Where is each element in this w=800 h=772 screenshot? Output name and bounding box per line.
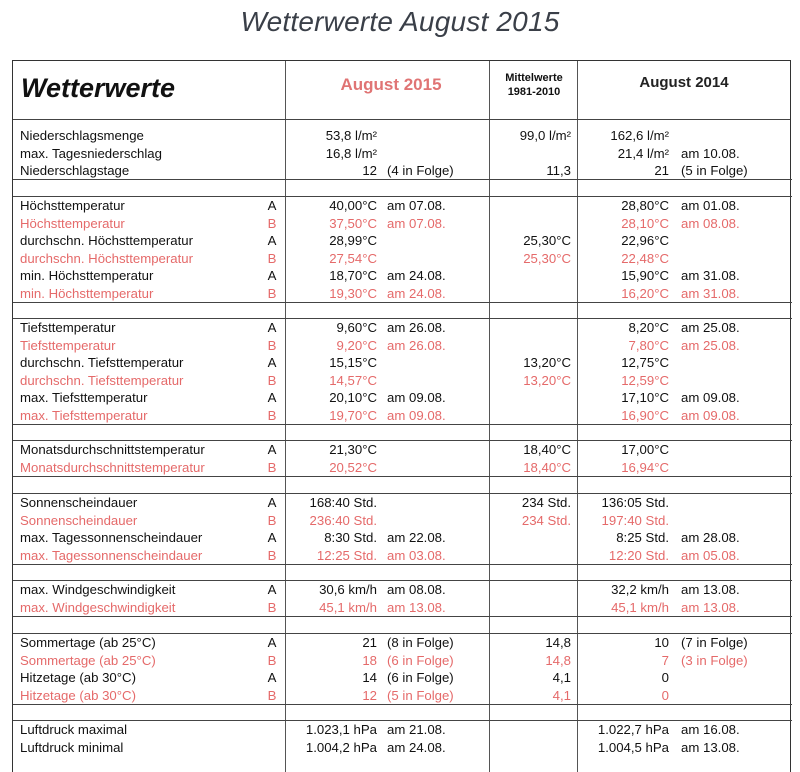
cell-v14: 0 <box>661 670 669 685</box>
header-label-column: Wetterwerte <box>21 73 176 103</box>
cell-label: durchschn. Höchsttemperatur <box>20 250 193 266</box>
cell-m: 25,30°C <box>523 233 571 248</box>
cell-v15: 1.023,1 hPa <box>305 722 377 737</box>
cell-ab: B <box>267 285 277 301</box>
cell-v15: 1.004,2 hPa <box>305 739 377 755</box>
cell-d15: am 07.08. <box>387 215 446 231</box>
cell-v14: 8:25 Std. <box>616 530 669 545</box>
cell-d14: am 25.08. <box>681 320 740 335</box>
cell-label: Niederschlagstage <box>20 163 130 178</box>
cell-label: durchschn. Höchsttemperatur <box>20 233 193 248</box>
cell-v14: 16,90°C <box>621 407 669 423</box>
cell-v15: 19,30°C <box>329 285 377 301</box>
cell-v15: 37,50°C <box>329 215 377 231</box>
cell-m: 234 Std. <box>521 495 571 510</box>
cell-v15: 45,1 km/h <box>319 599 377 615</box>
cell-ab: A <box>267 355 277 370</box>
cell-label: durchschn. Tiefsttemperatur <box>20 355 184 370</box>
cell-d15: am 22.08. <box>387 530 446 545</box>
cell-m: 11,3 <box>546 163 571 178</box>
cell-ab: B <box>267 337 277 353</box>
table-row <box>13 687 792 705</box>
cell-d14: am 08.08. <box>681 215 740 231</box>
cell-d15: am 07.08. <box>387 198 446 213</box>
header-divider <box>13 119 790 120</box>
cell-d14: am 05.08. <box>681 547 740 563</box>
cell-v15: 8:30 Std. <box>324 530 377 545</box>
cell-v14: 45,1 km/h <box>611 599 669 615</box>
cell-ab: A <box>267 530 277 545</box>
cell-v14: 16,94°C <box>621 459 669 475</box>
table-row <box>13 720 792 738</box>
cell-v14: 1.004,5 hPa <box>597 739 669 755</box>
cell-label: Niederschlagsmenge <box>20 128 144 143</box>
cell-ab: A <box>267 442 277 457</box>
cell-v15: 20,10°C <box>329 390 377 405</box>
cell-d14: am 09.08. <box>681 407 740 423</box>
cell-ab: A <box>267 495 277 510</box>
cell-v15: 236:40 Std. <box>309 512 377 528</box>
cell-d14: am 13.08. <box>681 582 740 597</box>
header-august-2015: August 2015 <box>340 75 442 94</box>
cell-ab: A <box>267 268 277 283</box>
cell-v15: 18,70°C <box>329 268 377 283</box>
table-row <box>13 337 792 354</box>
cell-label: max. Tagessonnenscheindauer <box>20 530 203 545</box>
cell-label: Höchsttemperatur <box>20 215 125 231</box>
cell-d14: am 13.08. <box>681 739 740 755</box>
cell-v15: 30,6 km/h <box>319 582 377 597</box>
cell-d14: am 09.08. <box>681 390 740 405</box>
cell-d15: am 08.08. <box>387 582 446 597</box>
table-row <box>13 633 792 651</box>
cell-v15: 12 <box>362 687 377 703</box>
cell-d14: am 13.08. <box>681 599 740 615</box>
table-row <box>13 493 792 511</box>
cell-v15: 168:40 Std. <box>309 495 377 510</box>
table-row <box>13 580 792 598</box>
cell-d15: (5 in Folge) <box>387 687 454 703</box>
cell-d14: am 31.08. <box>681 285 740 301</box>
cell-v14: 1.022,7 hPa <box>597 722 669 737</box>
header-mittelwerte-line1: Mittelwerte <box>505 72 563 84</box>
cell-v15: 28,99°C <box>329 233 377 248</box>
cell-label: Hitzetage (ab 30°C) <box>20 670 136 685</box>
cell-label: Sommertage (ab 25°C) <box>20 635 156 650</box>
cell-label: Sommertage (ab 25°C) <box>20 652 156 668</box>
table-row <box>13 162 792 180</box>
table-row <box>13 407 792 425</box>
header-mittelwerte-line2: 1981-2010 <box>507 86 561 98</box>
cell-v14: 12:20 Std. <box>608 547 669 563</box>
document-title: Wetterwerte August 2015 <box>240 6 560 37</box>
cell-v15: 16,8 l/m² <box>325 145 377 161</box>
table-row <box>13 267 792 284</box>
cell-label: max. Tagesniederschlag <box>20 145 162 161</box>
cell-ab: A <box>267 198 277 213</box>
cell-v14: 22,96°C <box>621 233 669 248</box>
table-row <box>13 196 792 214</box>
cell-ab: B <box>267 407 277 423</box>
cell-label: min. Höchsttemperatur <box>20 268 154 283</box>
cell-v15: 53,8 l/m² <box>325 128 377 143</box>
cell-m: 4,1 <box>552 670 571 685</box>
table-row <box>13 215 792 232</box>
cell-ab: B <box>267 687 277 703</box>
cell-d15: am 24.08. <box>387 739 446 755</box>
cell-label: max. Tiefsttemperatur <box>20 407 148 423</box>
cell-d15: am 26.08. <box>387 320 446 335</box>
cell-v14: 197:40 Std. <box>601 512 669 528</box>
cell-label: max. Windgeschwindigkeit <box>20 582 176 597</box>
cell-label: Luftdruck maximal <box>20 722 128 737</box>
table-row <box>13 354 792 371</box>
cell-d15: am 13.08. <box>387 599 446 615</box>
cell-ab: A <box>267 635 277 650</box>
cell-d14: (7 in Folge) <box>681 635 748 650</box>
cell-d15: am 21.08. <box>387 722 446 737</box>
table-row <box>13 250 792 267</box>
cell-ab: B <box>267 599 277 615</box>
cell-v15: 9,60°C <box>336 320 377 335</box>
cell-d14: (3 in Folge) <box>681 652 748 668</box>
table-row <box>13 145 792 162</box>
cell-d15: am 09.08. <box>387 390 446 405</box>
cell-v14: 10 <box>654 635 669 650</box>
header-mittelwerte <box>489 71 579 99</box>
cell-v15: 21 <box>362 635 377 650</box>
table-row <box>13 547 792 565</box>
cell-d14: am 16.08. <box>681 722 740 737</box>
cell-v14: 7,80°C <box>628 337 669 353</box>
cell-ab: A <box>267 390 277 405</box>
cell-v15: 18 <box>362 652 377 668</box>
cell-v14: 28,80°C <box>621 198 669 213</box>
cell-v14: 21 <box>654 163 669 178</box>
cell-d15: (8 in Folge) <box>387 635 454 650</box>
cell-v14: 0 <box>661 687 669 703</box>
cell-v15: 40,00°C <box>329 198 377 213</box>
cell-v14: 12,75°C <box>621 355 669 370</box>
cell-v15: 19,70°C <box>329 407 377 423</box>
table-row <box>13 459 792 477</box>
cell-v14: 162,6 l/m² <box>610 128 669 143</box>
cell-ab: A <box>267 320 277 335</box>
table-row <box>13 318 792 336</box>
cell-ab: B <box>267 250 277 266</box>
cell-d15: am 24.08. <box>387 268 446 283</box>
cell-ab: B <box>267 215 277 231</box>
cell-d14: am 10.08. <box>681 145 740 161</box>
cell-v15: 15,15°C <box>329 355 377 370</box>
cell-label: Sonnenscheindauer <box>20 495 138 510</box>
weather-table <box>12 60 791 772</box>
cell-v14: 16,20°C <box>621 285 669 301</box>
cell-label: max. Windgeschwindigkeit <box>20 599 176 615</box>
cell-m: 234 Std. <box>521 512 571 528</box>
cell-v14: 17,00°C <box>621 442 669 457</box>
cell-v15: 9,20°C <box>336 337 377 353</box>
cell-v15: 21,30°C <box>329 442 377 457</box>
cell-ab: A <box>267 233 277 248</box>
cell-d15: am 03.08. <box>387 547 446 563</box>
cell-v14: 32,2 km/h <box>611 582 669 597</box>
cell-v14: 28,10°C <box>621 215 669 231</box>
cell-ab: B <box>267 372 277 388</box>
cell-ab: A <box>267 582 277 597</box>
table-row <box>13 389 792 406</box>
cell-v14: 21,4 l/m² <box>617 145 669 161</box>
cell-v15: 27,54°C <box>329 250 377 266</box>
cell-label: Monatsdurchschnittstemperatur <box>20 442 205 457</box>
cell-m: 4,1 <box>552 687 571 703</box>
table-row <box>13 739 792 756</box>
cell-label: min. Höchsttemperatur <box>20 285 154 301</box>
table-row <box>13 652 792 669</box>
cell-v15: 12:25 Std. <box>316 547 377 563</box>
cell-ab: A <box>267 670 277 685</box>
cell-v14: 136:05 Std. <box>601 495 669 510</box>
table-row <box>13 232 792 249</box>
cell-d15: am 26.08. <box>387 337 446 353</box>
cell-m: 99,0 l/m² <box>519 128 571 143</box>
cell-ab: B <box>267 512 277 528</box>
cell-label: Höchsttemperatur <box>20 198 125 213</box>
cell-v14: 8,20°C <box>628 320 669 335</box>
cell-v14: 22,48°C <box>621 250 669 266</box>
cell-label: Monatsdurchschnittstemperatur <box>20 459 205 475</box>
cell-d15: am 09.08. <box>387 407 446 423</box>
table-row <box>13 669 792 686</box>
cell-label: Hitzetage (ab 30°C) <box>20 687 136 703</box>
cell-m: 13,20°C <box>523 372 571 388</box>
cell-d14: am 01.08. <box>681 198 740 213</box>
cell-d15: am 24.08. <box>387 285 446 301</box>
cell-label: durchschn. Tiefsttemperatur <box>20 372 184 388</box>
table-row <box>13 127 792 144</box>
cell-label: Tiefsttemperatur <box>20 320 116 335</box>
cell-d15: (6 in Folge) <box>387 652 454 668</box>
cell-m: 14,8 <box>545 652 571 668</box>
cell-v14: 7 <box>661 652 669 668</box>
cell-ab: B <box>267 652 277 668</box>
table-row <box>13 599 792 617</box>
cell-d15: (4 in Folge) <box>387 163 454 178</box>
cell-ab: B <box>267 459 277 475</box>
header-august-2014: August 2014 <box>639 74 729 91</box>
cell-d14: am 28.08. <box>681 530 740 545</box>
cell-label: max. Tiefsttemperatur <box>20 390 148 405</box>
table-row <box>13 285 792 303</box>
cell-v14: 12,59°C <box>621 372 669 388</box>
cell-label: Tiefsttemperatur <box>20 337 116 353</box>
cell-ab: B <box>267 547 277 563</box>
table-row <box>13 512 792 529</box>
table-row <box>13 440 792 458</box>
cell-d15: (6 in Folge) <box>387 670 454 685</box>
cell-m: 13,20°C <box>523 355 571 370</box>
cell-d14: (5 in Folge) <box>681 163 748 178</box>
cell-d14: am 31.08. <box>681 268 740 283</box>
cell-label: Sonnenscheindauer <box>20 512 138 528</box>
table-row <box>13 529 792 546</box>
cell-m: 18,40°C <box>523 442 571 457</box>
cell-m: 25,30°C <box>523 250 571 266</box>
cell-v15: 14 <box>362 670 377 685</box>
cell-v15: 20,52°C <box>329 459 377 475</box>
cell-v15: 14,57°C <box>329 372 377 388</box>
cell-label: max. Tagessonnenscheindauer <box>20 547 203 563</box>
cell-m: 18,40°C <box>523 459 571 475</box>
cell-v14: 15,90°C <box>621 268 669 283</box>
cell-label: Luftdruck minimal <box>20 739 124 755</box>
cell-m: 14,8 <box>545 635 571 650</box>
table-row <box>13 372 792 389</box>
cell-v15: 12 <box>362 163 377 178</box>
cell-v14: 17,10°C <box>621 390 669 405</box>
cell-d14: am 25.08. <box>681 337 740 353</box>
